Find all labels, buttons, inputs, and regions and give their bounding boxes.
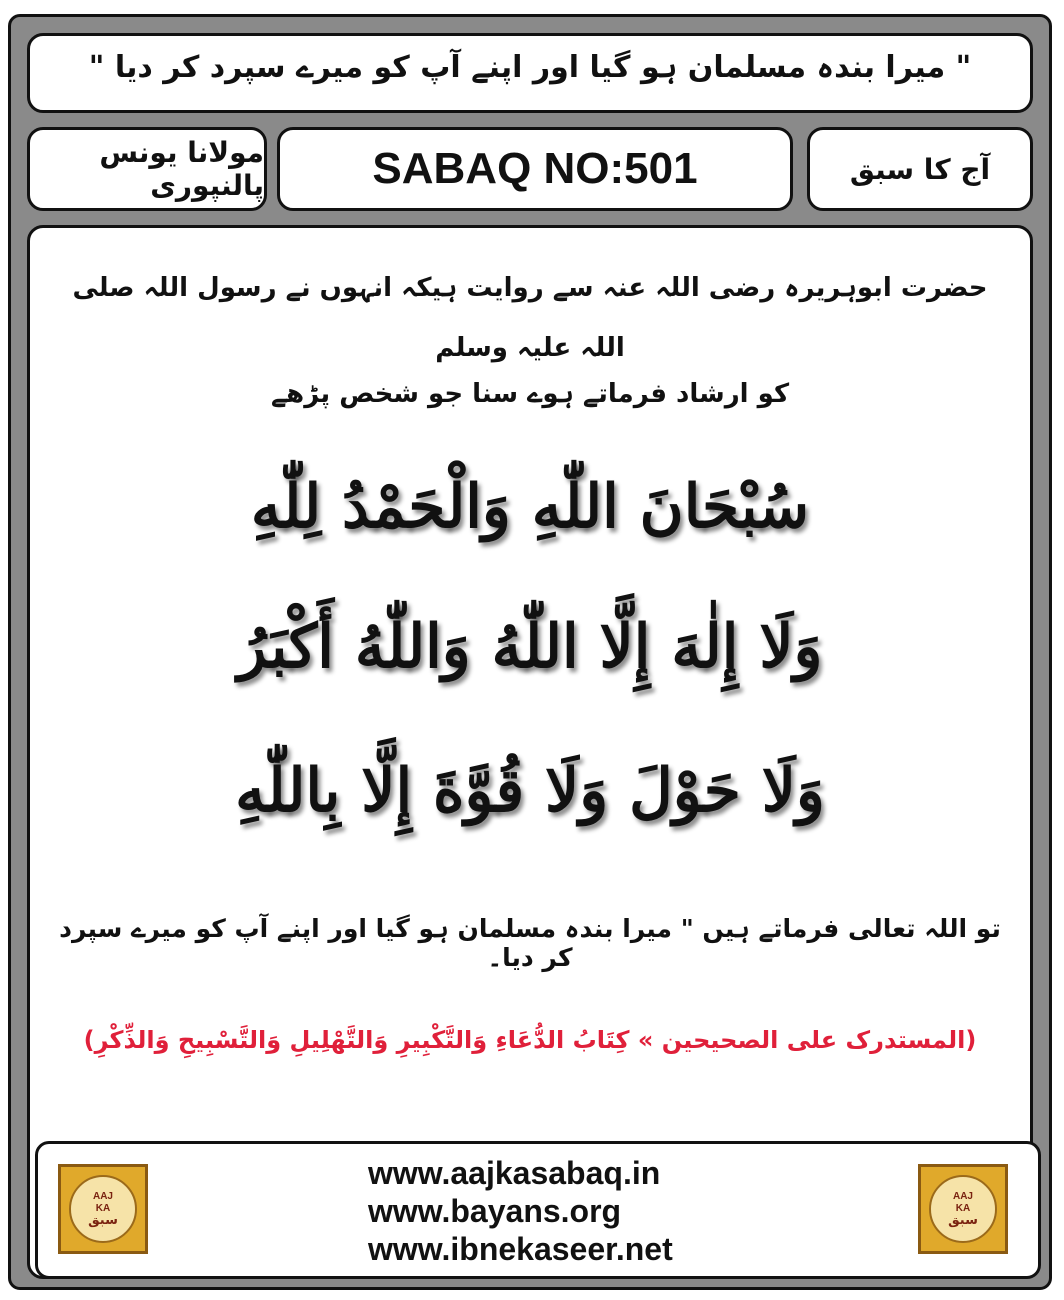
lesson-label: آج کا سبق: [849, 152, 991, 186]
dhikr-line-2: وَلَا إِلٰهَ إِلَّا اللّٰهُ وَاللّٰهُ أَكْبَرُ: [237, 612, 823, 682]
hadith-reference: (المستدرک على الصحيحين » كِتَابُ الدُّعَاءِ وَالتَّكْبِيرِ وَالتَّهْلِيلِ وَالتَّسْبِيحِ وَالذِّكْرِ): [83, 1026, 977, 1054]
author-name: مولانا یونس پالنپوری: [99, 136, 264, 202]
header-title: " میرا بندہ مسلمان ہو گیا اور اپنے آپ کو میرے سپرد کر دیا ": [88, 50, 972, 85]
page-frame: [8, 14, 1052, 1290]
footer-panel: [35, 1141, 1041, 1279]
website-link-bayans[interactable]: www.bayans.org: [368, 1193, 622, 1229]
website-list: [368, 1154, 673, 1268]
lesson-number-box: [277, 127, 793, 211]
header-panel: [27, 33, 1033, 113]
lesson-number: SABAQ NO:501: [372, 144, 698, 193]
logo-left-text-2: KA: [95, 1203, 111, 1214]
logo-left-emblem: [69, 1175, 137, 1243]
lesson-label-box: [807, 127, 1033, 211]
logo-right: [918, 1164, 1008, 1254]
website-link-aajkasabaq[interactable]: www.aajkasabaq.in: [368, 1155, 661, 1191]
dhikr-line-1: سُبْحَانَ اللّٰهِ وَالْحَمْدُ لِلّٰهِ: [250, 472, 810, 542]
logo-left: [58, 1164, 148, 1254]
logo-right-text-3: سبق: [948, 1213, 978, 1228]
closing-statement: تو اللہ تعالی فرماتے ہیں " میرا بندہ مسلمان ہو گیا اور اپنے آپ کو میرے سپرد کر دیا۔: [59, 914, 1001, 972]
website-link-ibnekaseer[interactable]: www.ibnekaseer.net: [368, 1231, 673, 1267]
logo-left-text-1: AAJ: [92, 1191, 113, 1202]
content-panel: [27, 225, 1033, 1279]
logo-left-text-3: سبق: [88, 1213, 118, 1228]
logo-right-emblem: [929, 1175, 997, 1243]
logo-right-text-1: AAJ: [952, 1191, 973, 1202]
dhikr-line-3: وَلَا حَوْلَ وَلَا قُوَّةَ إِلَّا بِاللّٰهِ: [235, 756, 825, 826]
logo-right-text-2: KA: [955, 1203, 971, 1214]
narration-line-2: کو ارشاد فرماتے ہوے سنا جو شخص پڑھے: [270, 379, 790, 409]
narration-line-1: حضرت ابوہریرہ رضی اللہ عنہ سے روایت ہیکہ انہوں نے رسول اللہ صلی اللہ علیہ وسلم: [72, 273, 988, 363]
author-box: [27, 127, 267, 211]
